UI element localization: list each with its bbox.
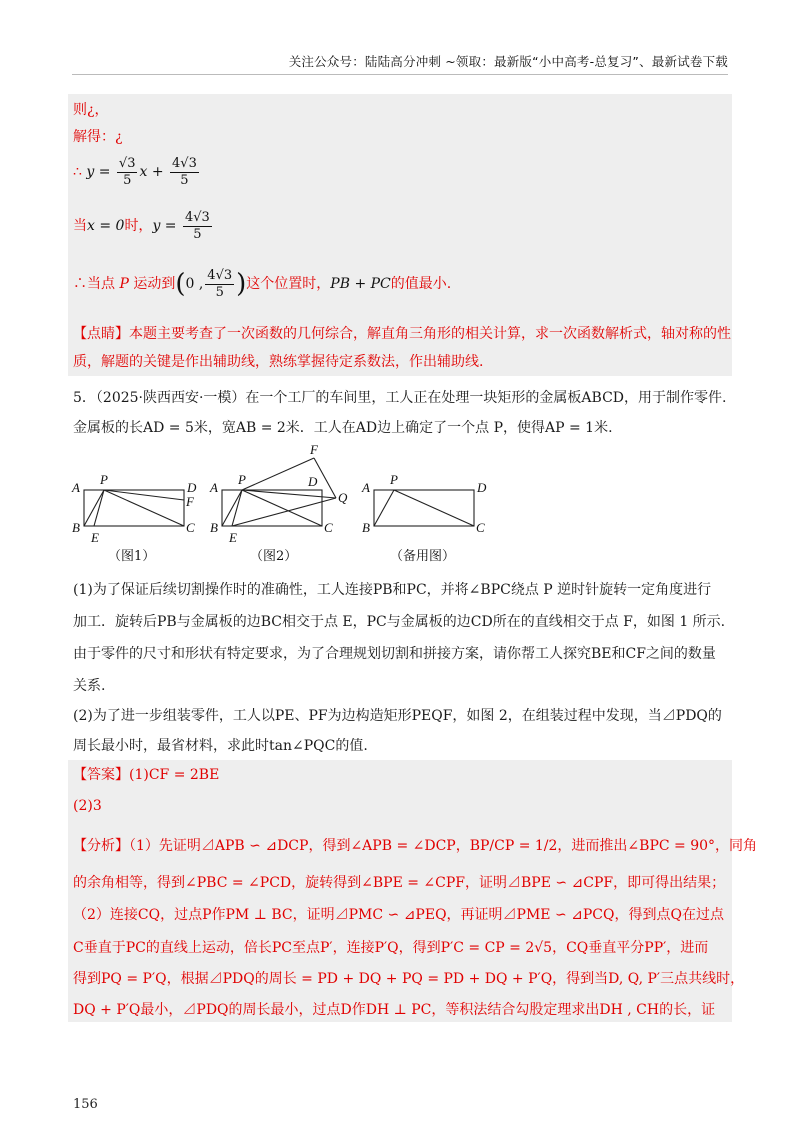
var-y: y (86, 164, 95, 180)
question-1-line-1: (1)为了保证后续切割操作时的准确性，工人连接PB和PC，并将∠BPC绕点 P 逆时针旋转一定角度进行 (73, 582, 712, 598)
question-2-line-2: 周长最小时，最省材料，求此时tan∠PQC的值. (73, 738, 368, 754)
answer-tag: 【答案】 (73, 767, 129, 783)
fig3-label-c: C (476, 520, 485, 535)
line5-d: 的值最小. (390, 276, 452, 292)
line5-b: 运动到 (128, 276, 176, 292)
fig3-caption: （备用图） (390, 549, 456, 564)
problem-intro-1: 5．（2025·陕西西安·一模）在一个工厂的车间里，工人正在处理一块矩形的金属板ABCD，用于制作零件. (73, 390, 727, 406)
fig2-label-p: P (238, 472, 246, 487)
fraction-2 (170, 156, 199, 189)
fig2-label-q: Q (338, 490, 348, 505)
page-header: 关注公众号：陆陆高分冲刺 ~领取：最新版“小中高考-总复习”、最新试卷下载 (288, 54, 728, 69)
page-number: 156 (73, 1097, 98, 1112)
question-1-line-3: 由于零件的尺寸和形状有特定要求，为了合理规划切割和拼接方案，请你帮工人探究BE和CF之间的数量 (73, 646, 716, 662)
fig1-caption: （图1） (108, 549, 156, 564)
question-2-line-1: (2)为了进一步组装零件，工人以PE、PF为边构造矩形PEQF，如图 2，在组装过程中发现，当⊿PDQ的 (73, 708, 722, 724)
comment-block: 【点睛】本题主要考查了一次函数的几何综合，解直角三角形的相关计算，求一次函数解析式，轴对称的性质，解题的关键是作出辅助线，熟练掌握待定系数法，作出辅助线. (73, 326, 731, 370)
fig3-label-b: B (362, 520, 370, 535)
solution-line-3 (73, 150, 201, 194)
fig3-label-a: A (362, 480, 370, 495)
fig1-label-a: A (72, 480, 80, 495)
paren-left: ( (175, 269, 186, 299)
point-p: P (119, 276, 129, 292)
pb-plus-pc: PB + PC (330, 276, 391, 292)
answer-line-1 (73, 765, 219, 785)
figure-1 (84, 490, 184, 526)
fig1-label-f: F (186, 494, 194, 509)
fig2-label-a: A (210, 480, 218, 495)
y-equals: y = (152, 218, 181, 234)
fig2-label-b: B (210, 520, 218, 535)
fraction-4 (205, 268, 234, 301)
paren-right: ) (236, 269, 247, 299)
fig2-label-e: E (229, 530, 237, 545)
x-equals-0: x = 0 (87, 218, 125, 234)
fraction-4-num: 4√3 (207, 267, 233, 283)
analysis-line-6: DQ + P′Q最小，⊿PDQ的周长最小，过点D作DH ⊥ PC，等积法结合勾股定理求出DH , CH的长，证 (73, 1002, 716, 1018)
therefore-symbol: ∴ (73, 164, 87, 180)
analysis-line-4: C垂直于PC的直线上运动，倍长PC至点P′，连接P′Q，得到P′C = CP = 2√5，CQ垂直平分PP′，进而 (73, 940, 709, 956)
solution-line-2: 解得：¿ (73, 129, 123, 145)
line4-b: 时， (124, 218, 153, 234)
analysis-line-2: 的余角相等，得到∠PBC = ∠PCD，旋转得到∠BPE = ∠CPF，证明⊿BPE ∽ ⊿CPF，即可得出结果； (73, 875, 726, 891)
fig1-label-d: D (187, 480, 197, 495)
analysis-line-3: （2）连接CQ，过点P作PM ⊥ BC，证明⊿PMC ∽ ⊿PEQ，再证明⊿PME ∽ ⊿PCQ，得到点Q在过点 (73, 907, 724, 923)
fig2-caption: （图2） (250, 549, 298, 564)
fig1-label-p: P (100, 472, 108, 487)
analysis-line-1: 【分析】（1）先证明⊿APB ∽ ⊿DCP，得到∠APB = ∠DCP，BP/CP = 1/2，进而推出∠BPC = 90°，同角 (73, 838, 758, 854)
fig1-label-c: C (186, 520, 195, 535)
figure-3 (374, 490, 474, 526)
fraction-4-den: 5 (215, 284, 224, 300)
fig2-label-d: D (308, 474, 318, 489)
fraction-1-den: 5 (123, 172, 132, 188)
var-x: x + (139, 164, 169, 180)
fraction-3-num: 4√3 (184, 209, 210, 225)
eq-sign: = (94, 164, 115, 180)
line5-c: 这个位置时， (246, 276, 331, 292)
fraction-2-den: 5 (180, 172, 189, 188)
fraction-1-num: √3 (118, 155, 136, 171)
answer-part-2: (2)3 (73, 798, 102, 814)
answer-part-1: (1)CF = 2BE (129, 767, 220, 783)
question-1-line-2: 加工．旋转后PB与金属板的边BC相交于点 E，PC与金属板的边CD所在的直线相交于点 F，如图 1 所示. (73, 614, 726, 630)
fig3-label-p: P (390, 472, 398, 487)
solution-line-4 (73, 204, 214, 248)
figure-2 (222, 458, 336, 526)
fraction-1 (117, 156, 138, 189)
fraction-3 (183, 210, 212, 243)
line4-a: 当 (73, 218, 87, 234)
fig1-label-b: B (72, 520, 80, 535)
header-rule (72, 74, 728, 75)
fraction-3-den: 5 (193, 226, 202, 242)
solution-line-1: 则¿， (73, 102, 109, 118)
problem-intro-2: 金属板的长AD = 5米，宽AB = 2米．工人在AD边上确定了一个点 P，使得AP = 1米. (73, 420, 613, 436)
fig3-label-d: D (477, 480, 487, 495)
fig2-label-c: C (324, 520, 333, 535)
fig2-label-f: F (310, 444, 318, 457)
analysis-line-5: 得到PQ = P′Q，根据⊿PDQ的周长 = PD + DQ + PQ = PD + DQ + P′Q，得到当D, Q, P′三点共线时， (73, 971, 745, 987)
figures (64, 444, 504, 566)
line5-a: ∴当点 (73, 276, 120, 292)
question-1-line-4: 关系. (73, 678, 106, 694)
point-x0: 0 , (185, 276, 204, 292)
solution-line-5 (73, 262, 451, 306)
fig1-label-e: E (91, 530, 99, 545)
fraction-2-num: 4√3 (172, 155, 197, 171)
